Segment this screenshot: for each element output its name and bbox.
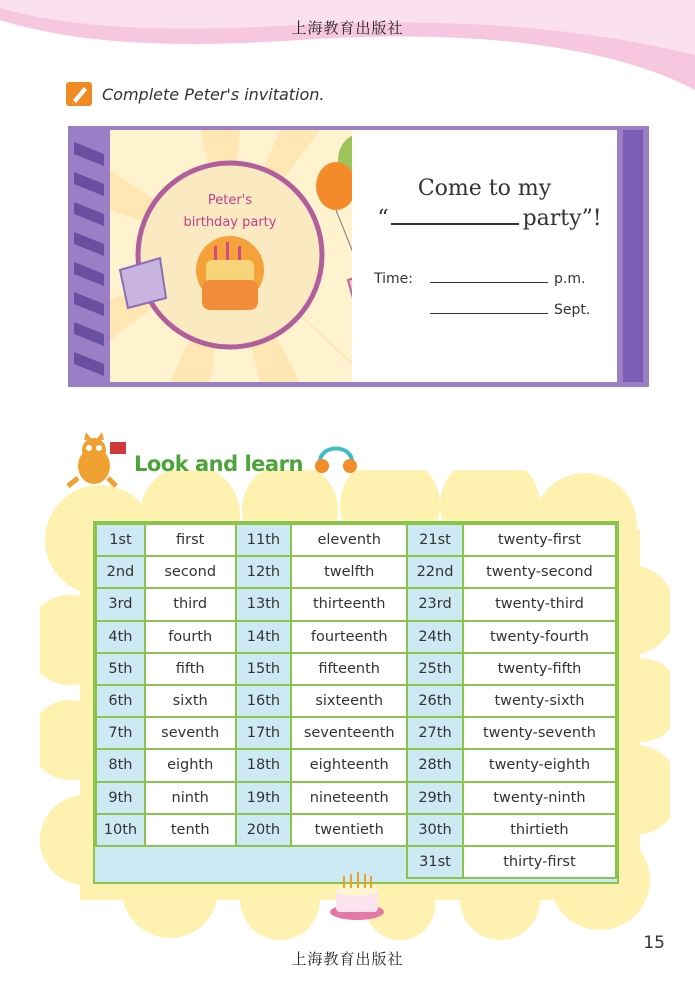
- pm-label: p.m.: [554, 271, 586, 287]
- ordinal-word: twenty-second: [463, 556, 616, 588]
- instruction: [66, 80, 325, 108]
- come-to-my-line: Come to my: [417, 176, 552, 201]
- ordinal-word: sixteenth: [291, 685, 407, 717]
- pencil-icon: [66, 80, 94, 108]
- ordinal-word: thirty-first: [463, 846, 616, 878]
- ordinal-number: 17th: [236, 717, 292, 749]
- sept-label: Sept.: [554, 302, 591, 318]
- ordinal-number: 7th: [96, 717, 145, 749]
- ordinal-word: fourteenth: [291, 621, 407, 653]
- ordinal-word: sixth: [145, 685, 236, 717]
- ordinal-word: twenty-ninth: [463, 782, 616, 814]
- empty-cell: [96, 846, 236, 878]
- ordinal-word: twenty-first: [463, 524, 616, 556]
- party-blank[interactable]: [391, 207, 519, 225]
- ordinal-word: twenty-sixth: [463, 685, 616, 717]
- ordinal-number: 1st: [96, 524, 145, 556]
- time-row-sept: [430, 302, 590, 318]
- ordinal-number: 30th: [407, 814, 463, 846]
- publisher-footer: 上海教育出版社: [291, 950, 404, 968]
- table-row: [96, 621, 616, 653]
- ordinal-number: 28th: [407, 749, 463, 781]
- ordinal-word: fourth: [145, 621, 236, 653]
- ordinal-word: fifteenth: [291, 653, 407, 685]
- table-row: [96, 782, 616, 814]
- ordinal-word: third: [145, 588, 236, 620]
- headphones-icon: [310, 438, 362, 478]
- time-label: Time:: [374, 271, 413, 287]
- decorative-stripes: [74, 136, 108, 376]
- ordinal-word: twenty-eighth: [463, 749, 616, 781]
- ordinal-word: tenth: [145, 814, 236, 846]
- publisher-header: 上海教育出版社: [291, 19, 404, 37]
- purple-bar: [623, 130, 643, 382]
- ordinal-grid: [95, 523, 617, 879]
- invitation-text-panel: [352, 130, 617, 382]
- ordinal-word: twenty-seventh: [463, 717, 616, 749]
- ordinal-number: 20th: [236, 814, 292, 846]
- ordinal-number: 9th: [96, 782, 145, 814]
- ordinal-number: 21st: [407, 524, 463, 556]
- table-row: [96, 685, 616, 717]
- table-row: [96, 588, 616, 620]
- ordinal-word: thirteenth: [291, 588, 407, 620]
- ordinal-table: [93, 521, 619, 884]
- look-and-learn-heading: [64, 432, 374, 492]
- ordinal-number: 8th: [96, 749, 145, 781]
- ordinal-word: nineteenth: [291, 782, 407, 814]
- time-row-pm: [430, 271, 585, 287]
- party-line: [362, 206, 617, 231]
- invitation-card: [68, 126, 649, 387]
- table-row: [96, 717, 616, 749]
- table-row: [96, 749, 616, 781]
- ordinal-number: 18th: [236, 749, 292, 781]
- ordinal-word: first: [145, 524, 236, 556]
- table-row: [96, 556, 616, 588]
- ordinal-number: 13th: [236, 588, 292, 620]
- ordinal-number: 3rd: [96, 588, 145, 620]
- card-title: Peter's: [207, 193, 253, 208]
- ordinal-word: eleventh: [291, 524, 407, 556]
- ordinal-word: twenty-fifth: [463, 653, 616, 685]
- ordinal-word: twenty-fourth: [463, 621, 616, 653]
- ordinal-word: twelfth: [291, 556, 407, 588]
- ordinal-number: 14th: [236, 621, 292, 653]
- ordinal-number: 31st: [407, 846, 463, 878]
- ordinal-word: twenty-third: [463, 588, 616, 620]
- cat-mascot-icon: [64, 432, 144, 492]
- table-row: [96, 524, 616, 556]
- ordinal-word: eighteenth: [291, 749, 407, 781]
- ordinal-number: 16th: [236, 685, 292, 717]
- ordinal-number: 23rd: [407, 588, 463, 620]
- ordinal-word: eighth: [145, 749, 236, 781]
- table-row: [96, 814, 616, 846]
- ordinal-number: 11th: [236, 524, 292, 556]
- page-number: 15: [643, 933, 665, 953]
- ordinal-number: 10th: [96, 814, 145, 846]
- ordinal-word: seventeenth: [291, 717, 407, 749]
- ordinal-number: 4th: [96, 621, 145, 653]
- time-blank[interactable]: [430, 271, 548, 283]
- party-word: party”!: [522, 206, 602, 231]
- card-subtitle: birthday party: [183, 215, 277, 230]
- ordinal-number: 12th: [236, 556, 292, 588]
- ordinal-word: fifth: [145, 653, 236, 685]
- ordinal-number: 26th: [407, 685, 463, 717]
- date-blank[interactable]: [430, 302, 548, 314]
- ordinal-number: 5th: [96, 653, 145, 685]
- cake-icon: [328, 866, 386, 922]
- ordinal-word: seventh: [145, 717, 236, 749]
- open-quote: “: [377, 206, 389, 231]
- ordinal-number: 22nd: [407, 556, 463, 588]
- ordinal-number: 6th: [96, 685, 145, 717]
- ordinal-number: 19th: [236, 782, 292, 814]
- ordinal-number: 25th: [407, 653, 463, 685]
- instruction-text: Complete Peter's invitation.: [102, 84, 325, 104]
- ordinal-word: second: [145, 556, 236, 588]
- ordinal-word: twentieth: [291, 814, 407, 846]
- ordinal-number: 27th: [407, 717, 463, 749]
- ordinal-number: 24th: [407, 621, 463, 653]
- table-row: [96, 653, 616, 685]
- ordinal-word: ninth: [145, 782, 236, 814]
- ordinal-number: 2nd: [96, 556, 145, 588]
- ordinal-number: 15th: [236, 653, 292, 685]
- ordinal-number: 29th: [407, 782, 463, 814]
- section-title: Look and learn: [134, 452, 303, 476]
- ordinal-word: thirtieth: [463, 814, 616, 846]
